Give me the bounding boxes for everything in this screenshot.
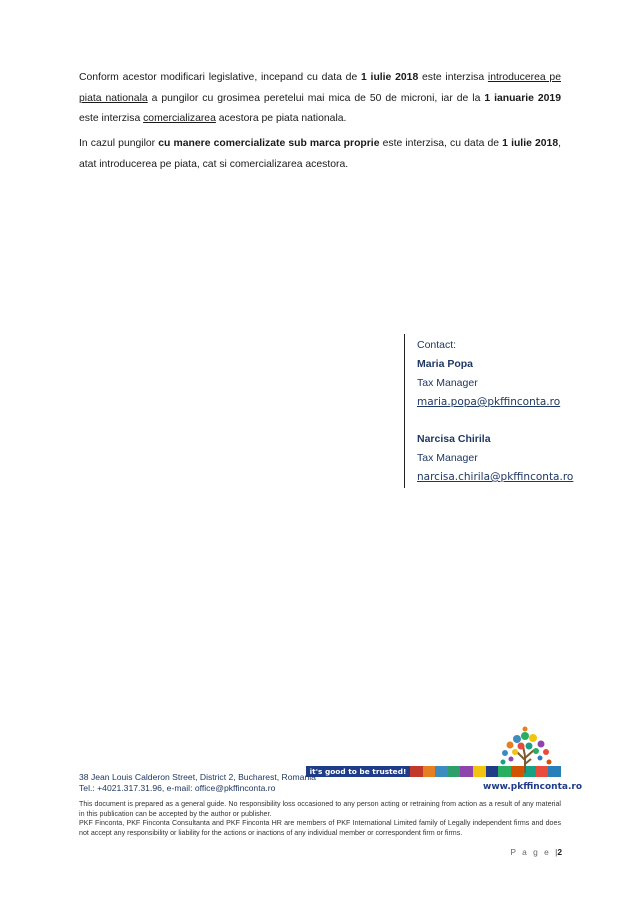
pkf-tree-logo-icon (497, 726, 555, 774)
p2-text-2: este interzisa, cu data de (379, 138, 503, 149)
disclaimer-paragraph-2: PKF Finconta, PKF Finconta Consultanta and PKF Finconta HR are members of PKF International Limited family of Legally independent firms and does not accept any responsibility or liability for the actions or inactions of any individual member or correspondent firm or firms. (79, 819, 561, 837)
contact-role-1: Tax Manager (417, 377, 478, 389)
p1-text-1: Conform acestor modificari legislative, incepand cu data de (79, 72, 361, 83)
page-number (510, 847, 562, 857)
footer-address-line: 38 Jean Louis Calderon Street, District 2, Bucharest, Romania (79, 772, 316, 782)
footer-address (79, 772, 316, 794)
color-stripe (448, 766, 461, 777)
page-separator: | (555, 847, 558, 857)
contact-role-2: Tax Manager (417, 452, 478, 464)
contact-email-link-2[interactable]: narcisa.chirila@pkffinconta.ro (417, 471, 574, 483)
footer-phone-email: Tel.: +4021.317.31.96, e-mail: office@pkffinconta.ro (79, 783, 276, 793)
p1-date-1: 1 iulie 2018 (361, 72, 419, 83)
p1-date-2: 1 ianuarie 2019 (484, 92, 561, 104)
p2-bold-1: cu manere comercializate sub marca proprie (158, 138, 380, 149)
slogan-banner: it's good to be trusted! (306, 766, 410, 777)
p1-underlined-1: introducerea pe piata nationala (79, 72, 561, 104)
p1-text-2: este interzisa (418, 72, 488, 83)
disclaimer-paragraph-1: This document is prepared as a general guide. No responsibility loss occasioned to any person acting or retraining from action as a result of any material in this publication can be accepted by the author or publisher. (79, 800, 561, 818)
p2-text-3: , atat introducerea pe piata, cat si comercializarea acestora. (79, 138, 561, 170)
contact-email-link-1[interactable]: maria.popa@pkffinconta.ro (417, 396, 561, 408)
color-stripe (410, 766, 423, 777)
contact-label: Contact: (417, 339, 457, 351)
page-number-value: 2 (557, 847, 562, 857)
p1-text-4: este interzisa (79, 113, 144, 124)
contact-name-2: Narcisa Chirila (417, 433, 491, 445)
contact-block (404, 334, 574, 488)
disclaimer (79, 800, 561, 838)
p1-text-5: acestora pe piata nationala. (215, 113, 347, 124)
paragraph-legislation (79, 68, 561, 130)
website-link[interactable]: www.pkffinconta.ro (483, 782, 582, 792)
color-stripe (473, 766, 486, 777)
color-stripe (435, 766, 448, 777)
page-label: P a g e (510, 847, 551, 857)
contact-name-1: Maria Popa (417, 358, 474, 370)
color-stripe (460, 766, 473, 777)
p1-underlined-2: comercializarea (143, 113, 216, 124)
p1-text-3: a pungilor cu grosimea peretelui mai mica de 50 de microni, iar de la (147, 92, 485, 104)
color-stripe (423, 766, 436, 777)
paragraph-own-brand (79, 134, 561, 175)
p2-text-1: In cazul pungilor (79, 138, 159, 149)
p2-date-1: 1 iulie 2018 (502, 138, 559, 149)
